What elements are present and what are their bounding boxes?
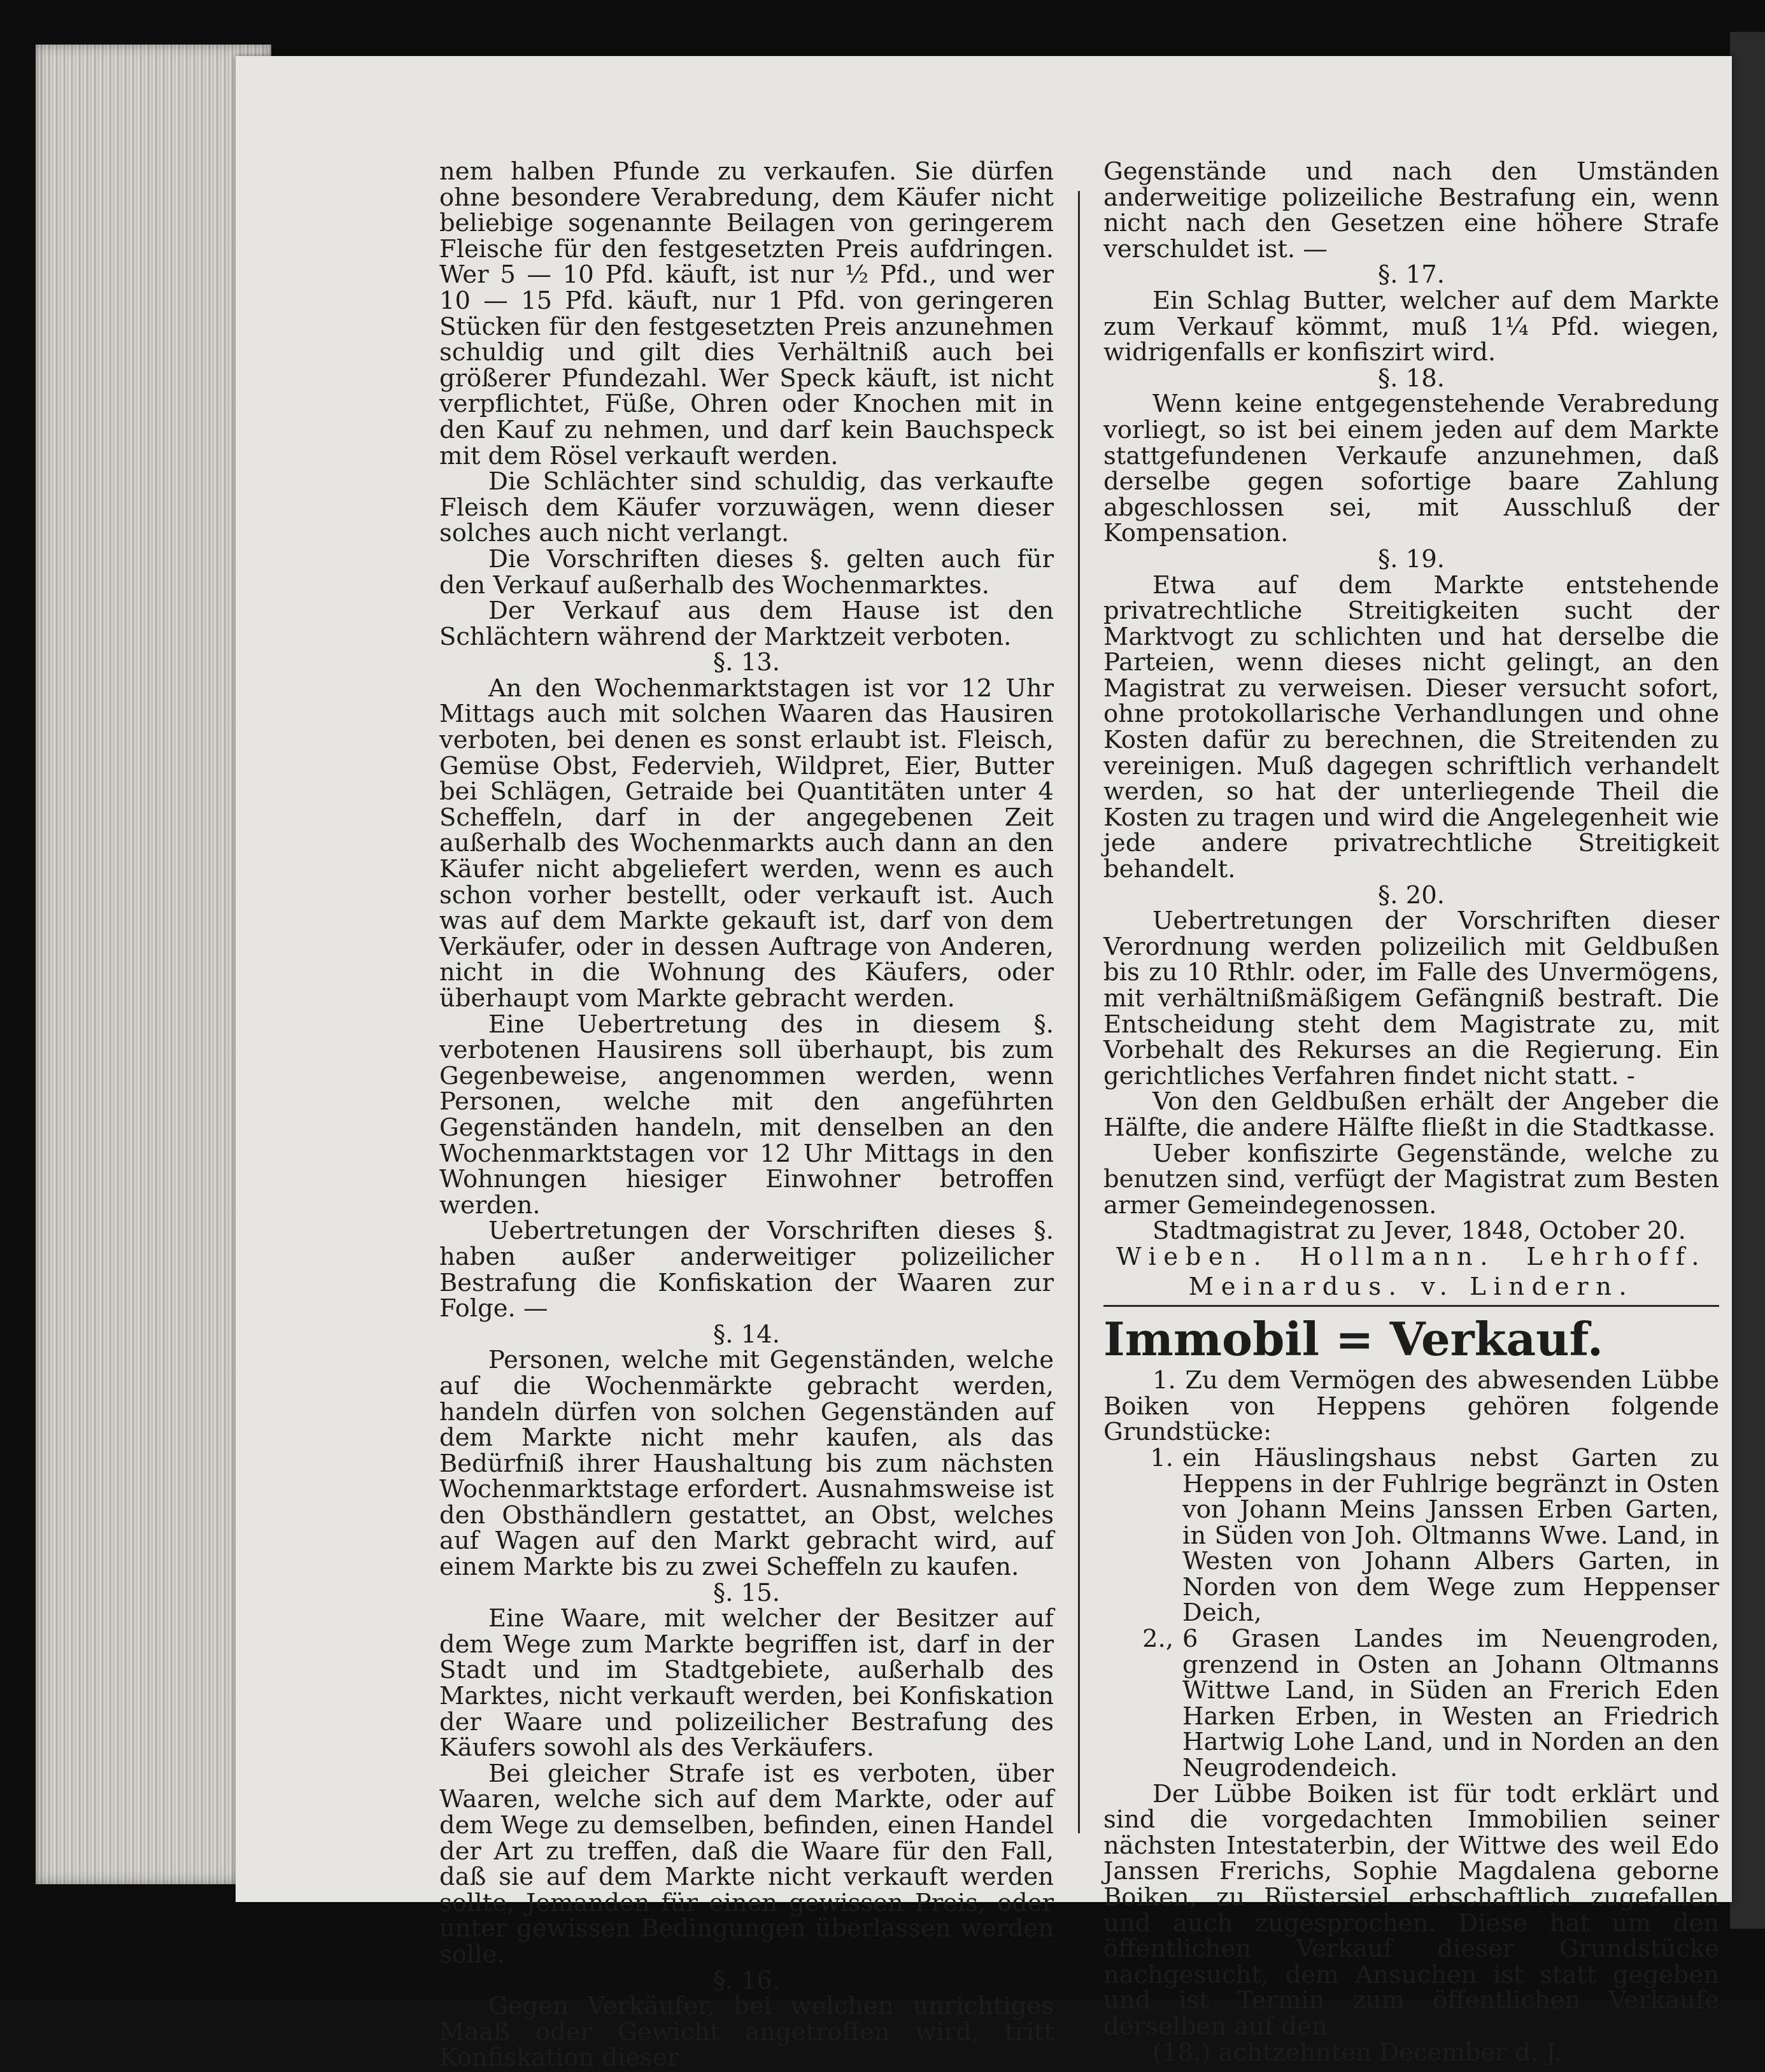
section-heading: §. 16. xyxy=(713,1966,780,1995)
signatories-row-2 xyxy=(1103,1271,1719,1300)
section-heading: §. 17. xyxy=(1378,260,1445,290)
paragraph: Der Verkauf aus dem Hause ist den Schlächtern während der Marktzeit verboten. xyxy=(439,596,1054,651)
section-heading: §. 20. xyxy=(1378,880,1445,910)
section-heading: §. 19. xyxy=(1378,544,1445,574)
section-rule xyxy=(1103,1305,1719,1307)
signatories-row-1 xyxy=(1103,1244,1719,1271)
paragraph: Uebertretungen der Vorschriften dieser Verordnung werden polizeilich mit Geldbußen bis zu 10 Rthlr. oder, im Falle des Unvermögens, mit verhältnißmäßigem Gefängniß bestraft. Die Entscheidung steht dem Magistrate zu, mit Vorbehalt des Rekurses an die Regierung. Ein gerichtliches Verfahren findet nicht statt. - xyxy=(1103,906,1719,1090)
signatory: Hollmann. xyxy=(1300,1242,1496,1271)
column-divider xyxy=(1078,191,1080,1833)
item-number: 2., xyxy=(1142,1624,1173,1654)
paragraph: Gegen Verkäufer, bei welchen unrichtiges Maaß oder Gewicht angetroffen wird, tritt Konfiskation dieser xyxy=(439,1992,1054,2072)
signatory: Lehrhoff. xyxy=(1526,1242,1706,1271)
paragraph: Die Schlächter sind schuldig, das verkaufte Fleisch dem Käufer vorzuwägen, wenn dieser solches auch nicht verlangt. xyxy=(439,467,1054,548)
item-number: 1. xyxy=(1150,1443,1173,1472)
paragraph: Der Lübbe Boiken ist für todt erklärt und sind die vorgedachten Immobilien seiner nächsten Intestaterbin, der Wittwe des weil Edo Janssen Frerichs, Sophie Magdalena geborne Boiken, zu Rüstersiel erbschaftlich zugefallen und auch zugesprochen. Diese hat um den öffentlichen Verkauf dieser Grundstücke nachgesucht, dem Ansuchen ist statt gegeben und ist Termin zum öffentlichen Verkaufe derselben auf den xyxy=(1103,1779,1719,2041)
paragraph: Ueber konfiszirte Gegenstände, welche zu benutzen sind, verfügt der Magistrat zum Besten armer Gemeindegenossen. xyxy=(1103,1139,1719,1220)
paragraph: Gegenstände und nach den Umständen anderweitige polizeiliche Bestrafung ein, wenn nicht nach den Gesetzen eine höhere Strafe verschuldet ist. — xyxy=(1103,157,1719,264)
section-heading: §. 15. xyxy=(713,1578,780,1607)
item-text: ein Häuslingshaus nebst Garten zu Heppens in der Fuhlrige begränzt in Osten von Johann Meins Janssen Erben Garten, in Süden von Joh. Oltmanns Wwe. Land, in Westen von Johann Albers Garten, in Norden von dem Wege zum Heppenser Deich, xyxy=(1182,1443,1719,1628)
list-item xyxy=(1103,1626,1719,1782)
auction-date: (18.) achtzehnten December d. J. xyxy=(1152,2038,1562,2067)
notice-heading: Immobil = Verkauf. xyxy=(1103,1312,1603,1367)
paragraph: Uebertretungen der Vorschriften dieses §. haben außer anderweitiger polizeilicher Bestrafung die Konfiskation der Waaren zur Folge. — xyxy=(439,1216,1054,1323)
paragraph: 1. Zu dem Vermögen des abwesenden Lübbe Boiken von Heppens gehören folgende Grundstücke: xyxy=(1103,1366,1719,1447)
place-date: Stadtmagistrat zu Jever, 1848, October 20. xyxy=(1152,1216,1686,1246)
paragraph: Eine Waare, mit welcher der Besitzer auf dem Wege zum Markte begriffen ist, darf in der Stadt und im Stadtgebiete, außerhalb des Marktes, nicht verkauft werden, bei Konfiskation der Waare und polizeilicher Bestrafung des Käufers sowohl als des Verkäufers. xyxy=(439,1604,1054,1763)
right-column xyxy=(1103,159,1719,2066)
paragraph: Die Vorschriften dieses §. gelten auch für den Verkauf außerhalb des Wochenmarktes. xyxy=(439,544,1054,600)
paragraph: An den Wochenmarktstagen ist vor 12 Uhr Mittags auch mit solchen Waaren das Hausiren verboten, bei denen es sonst erlaubt ist. Fleisch, Gemüse Obst, Federvieh, Wildpret, Eier, Butter bei Schlägen, Getraide bei Quantitäten unter 4 Scheffeln, darf in der angegebenen Zeit außerhalb des Wochenmarkts auch dann an den Käufer nicht abgeliefert werden, wenn es auch schon vorher bestellt, oder verkauft ist. Auch was auf dem Markte gekauft ist, darf von dem Verkäufer, oder in dessen Auftrage von Anderen, nicht in die Wohnung des Käufers, oder überhaupt vom Markte gebracht werden. xyxy=(439,673,1054,1013)
paragraph: Personen, welche mit Gegenständen, welche auf die Wochenmärkte gebracht werden, handeln dürfen von solchen Gegenständen auf dem Markte nicht mehr kaufen, als das Bedürfniß ihrer Haushaltung bis zum nächsten Wochenmarktstage erfordert. Ausnahmsweise ist den Obsthändlern gestattet, an Obst, welches auf Wagen auf den Markt gebracht wird, auf einem Markte bis zu zwei Scheffeln zu kaufen. xyxy=(439,1346,1054,1582)
signatory: Meinardus. xyxy=(1188,1272,1404,1301)
left-column xyxy=(439,159,1054,2071)
paragraph: Etwa auf dem Markte entstehende privatrechtliche Streitigkeiten sucht der Marktvogt zu schlichten und hat derselbe die Parteien, wenn dieses nicht gelingt, an den Magistrat zu verweisen. Dieser versucht sofort, ohne protokollarische Verhandlungen und ohne Kosten dafür zu berechnen, die Streitenden zu vereinigen. Muß dagegen schriftlich verhandelt werden, so hat der unterliegende Theil die Kosten zu tragen und wird die Angelegenheit wie jede andere privatrechtliche Streitigkeit behandelt. xyxy=(1103,570,1719,884)
item-text: 6 Grasen Landes im Neuengroden, grenzend in Osten an Johann Oltmanns Wittwe Land, in Süden an Frerich Eden Harken Erben, in Westen an Friedrich Hartwig Lohe Land, und in Norden an den Neugrodendeich. xyxy=(1182,1624,1719,1783)
paragraph: Von den Geldbußen erhält der Angeber die Hälfte, die andere Hälfte fließt in die Stadtkasse. xyxy=(1103,1087,1719,1142)
paragraph: Ein Schlag Butter, welcher auf dem Markte zum Verkauf kömmt, muß 1¼ Pfd. wiegen, widrigenfalls er konfiszirt wird. xyxy=(1103,286,1719,367)
section-heading: §. 14. xyxy=(713,1320,780,1349)
section-heading: §. 18. xyxy=(1378,363,1445,393)
signatory: Wieben. xyxy=(1116,1242,1269,1271)
list-item xyxy=(1103,1443,1719,1628)
paragraph: nem halben Pfunde zu verkaufen. Sie dürfen ohne besondere Verabredung, dem Käufer nicht beliebige sogenannte Beilagen von geringerem Fleische für den festgesetzten Preis aufdringen. Wer 5 — 10 Pfd. käuft, ist nur ½ Pfd., und wer 10 — 15 Pfd. käuft, nur 1 Pfd. von geringeren Stücken für den festgesetzten Preis anzunehmen schuldig und gilt dies Verhältniß auch bei größerer Pfundezahl. Wer Speck käuft, ist nicht verpflichtet, Füße, Ohren oder Knochen mit in den Kauf zu nehmen, und darf kein Bauchspeck mit dem Rösel verkauft werden. xyxy=(439,157,1054,470)
book-right-edge xyxy=(1730,32,1765,1929)
paragraph: Wenn keine entgegenstehende Verabredung vorliegt, so ist bei einem jeden auf dem Markte stattgefundenen Verkaufe anzunehmen, daß derselbe gegen sofortige baare Zahlung abgeschlossen sei, mit Ausschluß der Kompensation. xyxy=(1103,390,1719,548)
section-heading: §. 13. xyxy=(713,648,780,677)
paragraph: Eine Uebertretung des in diesem §. verbotenen Hausirens soll überhaupt, bis zum Gegenbeweise, angenommen werden, wenn Personen, welche mit den angeführten Gegenständen handeln, mit denselben an den Wochenmarktstagen vor 12 Uhr Mittags in den Wohnungen hiesiger Einwohner betroffen werden. xyxy=(439,1010,1054,1220)
signatory: v. Lindern. xyxy=(1421,1272,1634,1301)
paragraph: Bei gleicher Strafe ist es verboten, über Waaren, welche sich auf dem Markte, oder auf dem Wege zu demselben, befinden, einen Handel der Art zu treffen, daß die Waare für den Fall, daß sie auf dem Markte nicht verkauft werden sollte, Jemanden für einen gewissen Preis, oder unter gewissen Bedingungen überlassen werden solle. xyxy=(439,1759,1054,1969)
